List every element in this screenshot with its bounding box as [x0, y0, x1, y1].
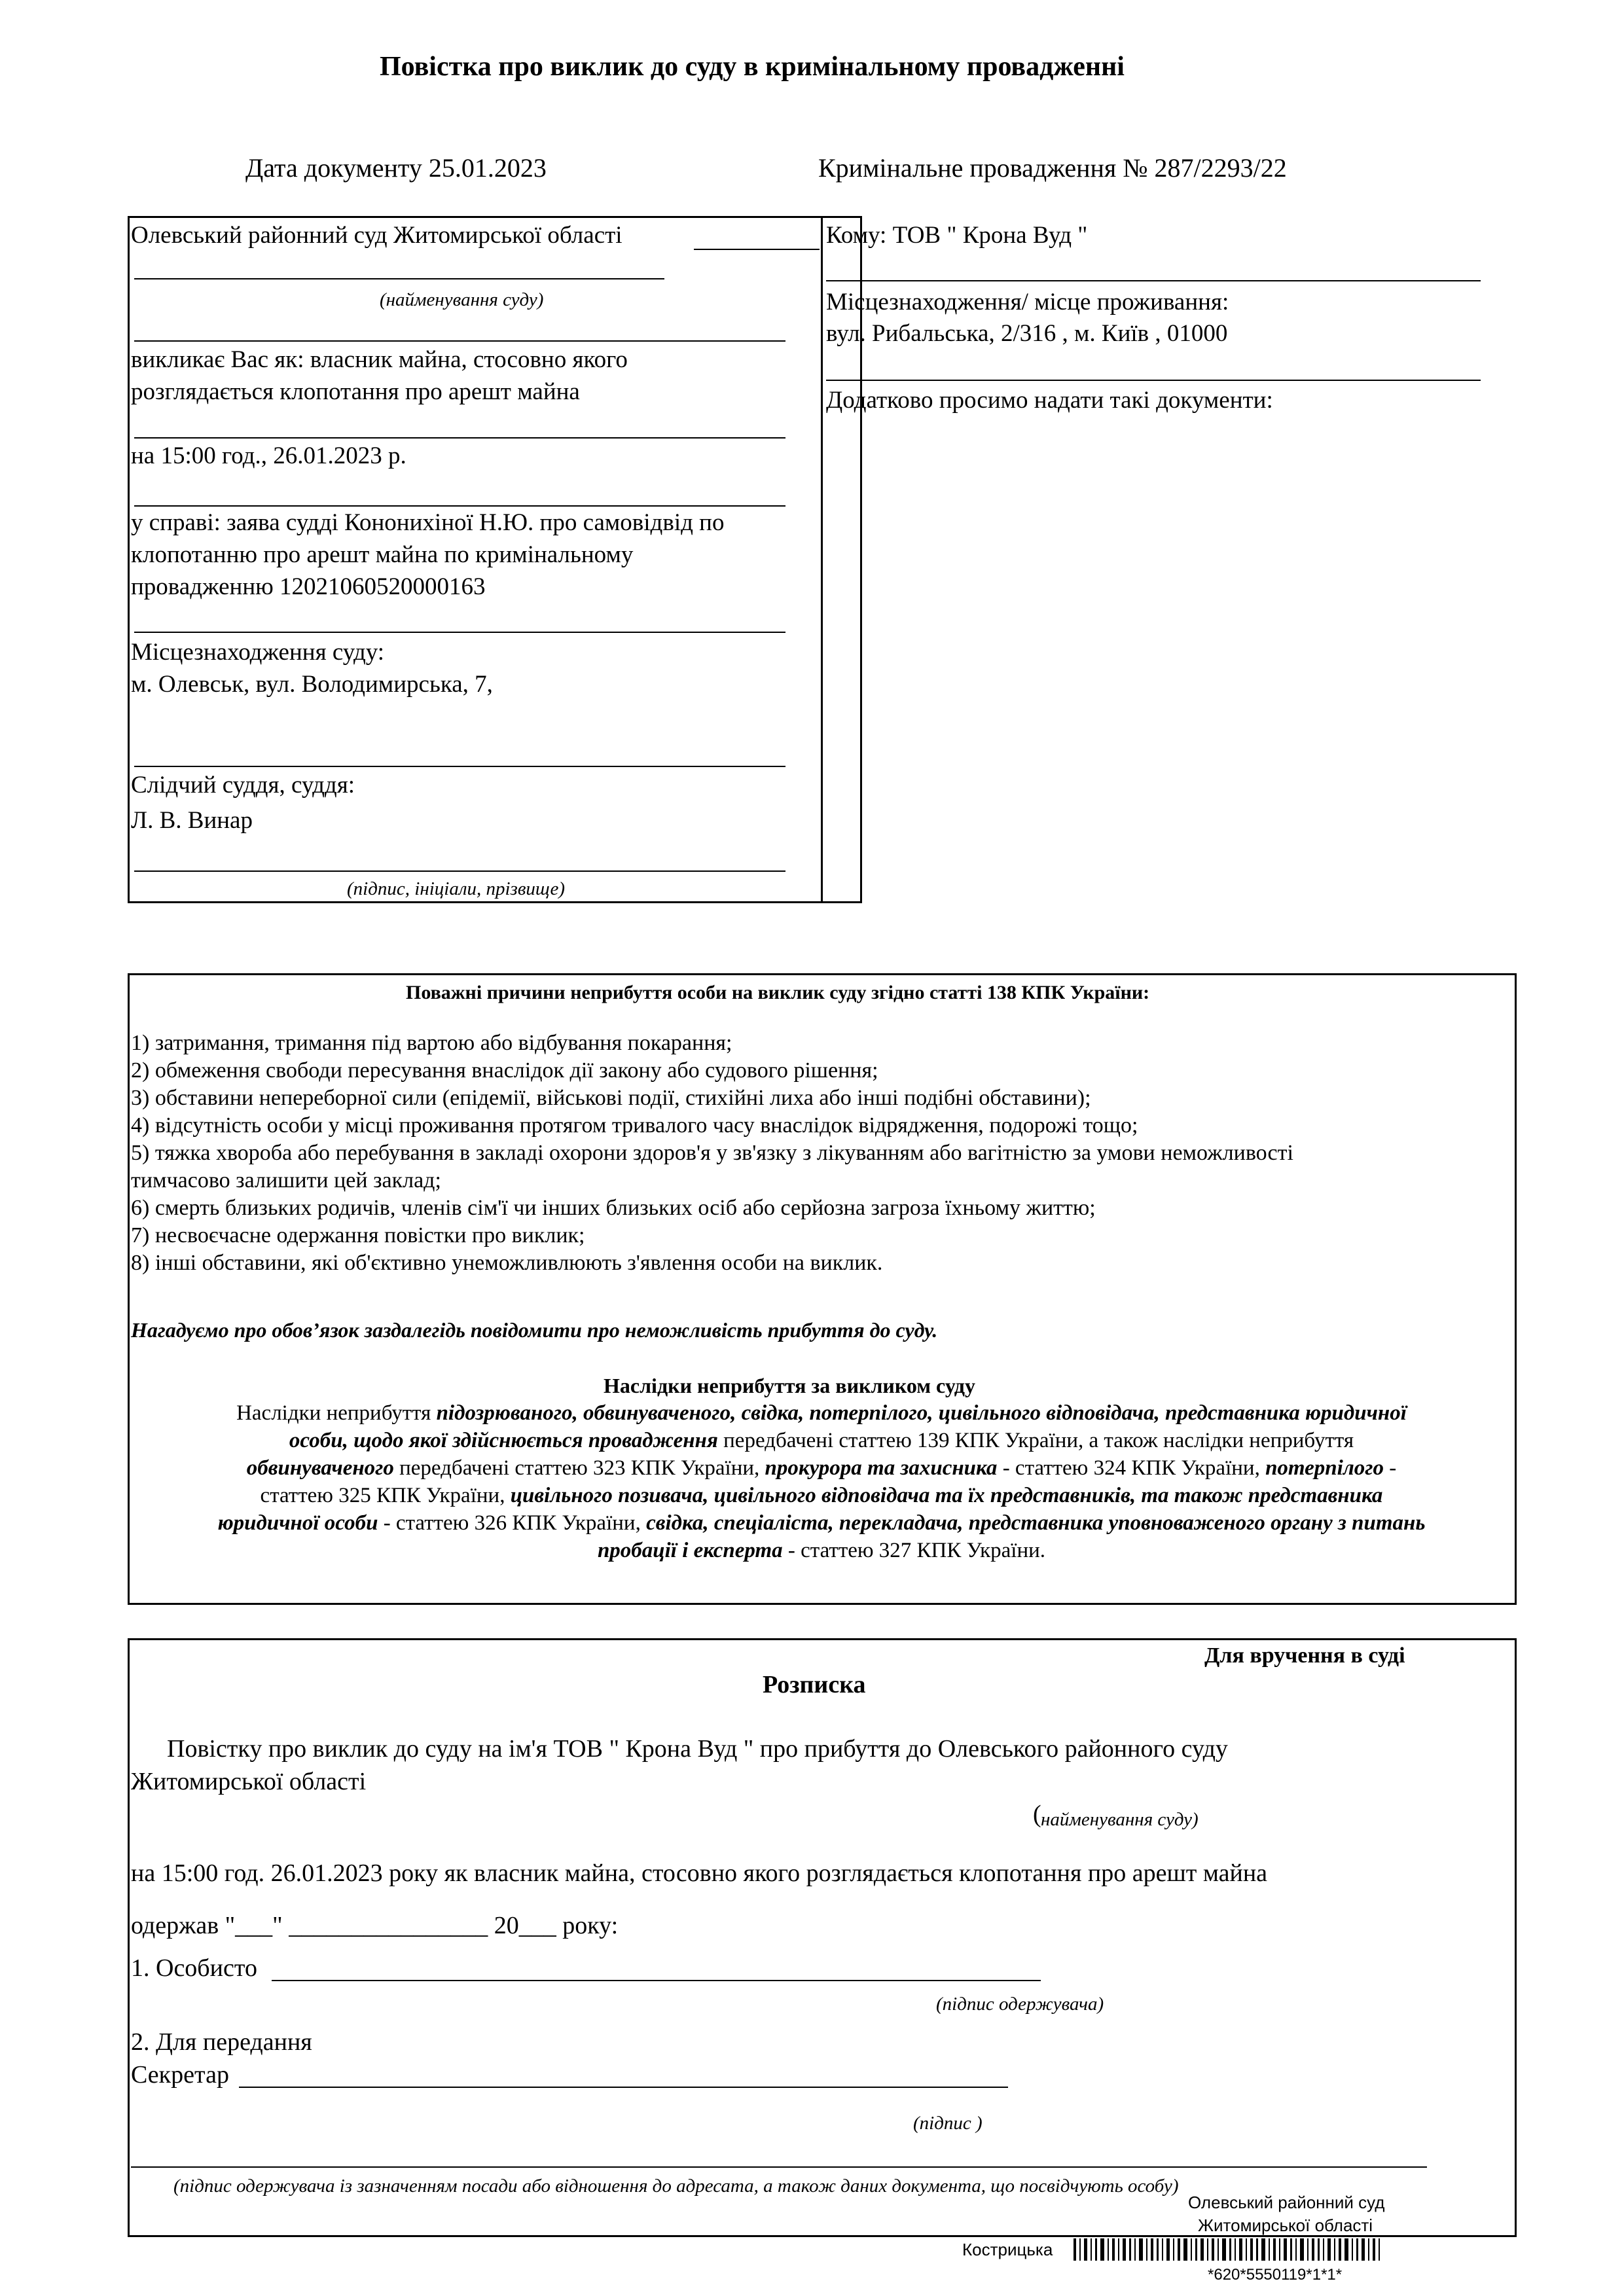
consequences-heading: Наслідки неприбуття за викликом суду — [604, 1374, 975, 1397]
consequences-text-part: Наслідки неприбуття — [236, 1401, 437, 1425]
judge-signature-line — [134, 870, 785, 872]
document-date: Дата документу 25.01.2023 — [245, 153, 547, 183]
reason-item: 5) тяжка хвороба або перебування в закладі охорони здоров'я у зв'язку з лікуванням або вагітністю за умови неможливості — [131, 1141, 1293, 1165]
stamp-region: Житомирської області — [1198, 2215, 1373, 2235]
footer-signature-line — [131, 2166, 1427, 2168]
personal-label: 1. Особисто — [131, 1954, 257, 1982]
left-divider-2 — [134, 437, 785, 439]
recipient: Кому: ТОВ " Крона Вуд " — [826, 222, 1088, 249]
case-line-3: провадженню 12021060520000163 — [131, 573, 486, 600]
receipt-title: Розписка — [763, 1671, 866, 1698]
summons-as-cont: розглядається клопотання про арешт майна — [131, 378, 580, 405]
barcode-code: *620*5550119*1*1* — [1208, 2266, 1343, 2284]
recipient-underline — [826, 280, 1481, 281]
receipt-line-2: Житомирської області — [131, 1768, 367, 1795]
consequences-text — [131, 1399, 1512, 1564]
consequences-text-part: - статтею 324 КПК України, — [997, 1456, 1266, 1480]
consequences-text-part: - — [1383, 1456, 1397, 1480]
personal-signature-line — [272, 1980, 1041, 1981]
received-date: одержав "___" ________________ 20___ року: — [131, 1912, 619, 1939]
secretary-signature-line — [239, 2087, 1008, 2088]
judge-label: Слідчий суддя, суддя: — [131, 772, 355, 798]
court-caption-paren: ( — [1033, 1801, 1041, 1828]
recipient-location-underline — [826, 380, 1481, 381]
for-court-label: Для вручення в суді — [1204, 1643, 1405, 1668]
judge-name: Л. В. Винар — [131, 807, 253, 834]
consequences-text-part: підозрюваного, обвинуваченого, свідка, потерпілого, цивільного відповідача, представника юридичної — [436, 1401, 1407, 1425]
consequences-text-part: потерпілого — [1265, 1456, 1384, 1480]
court-name-caption: (найменування суду) — [380, 289, 544, 310]
court-location-label: Місцезнаходження суду: — [131, 639, 385, 666]
consequences-text-part: - статтею 327 КПК України. — [782, 1539, 1046, 1562]
court-name-fill-line — [694, 249, 820, 250]
left-divider-3 — [134, 505, 785, 507]
consequences-text-part: пробації і експерта — [597, 1539, 783, 1562]
receipt-line-1: Повістку про виклик до суду на ім'я ТОВ " Крона Вуд " про прибуття до Олевського районного суду — [167, 1735, 1228, 1763]
reason-item: 4) відсутність особи у місці проживання протягом тривалого часу внаслідок відрядження, подорожі тощо; — [131, 1113, 1138, 1138]
receipt-line-3: на 15:00 год. 26.01.2023 року як власник майна, стосовно якого розглядається клопотання про арешт майна — [131, 1859, 1268, 1887]
judge-caption: (підпис, ініціали, прізвище) — [347, 878, 566, 899]
consequences-text-part: юридичної особи — [217, 1511, 378, 1535]
consequences-text-part: передбачені статтею 139 КПК України, а також наслідки неприбуття — [717, 1429, 1354, 1452]
sign-caption: (підпис ) — [913, 2113, 983, 2134]
reason-item: 3) обставини непереборної сили (епідемії, військові події, стихійні лиха або інші подібні обставини); — [131, 1086, 1091, 1110]
reason-item: 2) обмеження свободи пересування внаслідок дії закону або судового рішення; — [131, 1058, 878, 1083]
consequences-text-part: передбачені статтею 323 КПК України, — [393, 1456, 765, 1480]
secretary-label: Секретар — [131, 2061, 229, 2089]
reason-item: 7) несвоєчасне одержання повістки про виклик; — [131, 1223, 585, 1247]
consequences-text-part: прокурора та захисника — [765, 1456, 998, 1480]
reason-item: 1) затримання, тримання під вартою або відбування покарання; — [131, 1031, 732, 1055]
barcode — [1074, 2238, 1519, 2261]
left-divider-5 — [134, 766, 785, 767]
court-caption: найменування суду) — [1041, 1809, 1199, 1830]
consequences-text-part: статтею 325 КПК України, — [260, 1484, 511, 1507]
consequences-text-part: - статтею 326 КПК України, — [378, 1511, 647, 1535]
summons-as: викликає Вас як: власник майна, стосовно якого — [131, 346, 628, 373]
consequences-text-part: цивільного позивача, цивільного відповідача та їх представників, та також представника — [510, 1484, 1383, 1507]
left-divider-1 — [134, 340, 785, 342]
personal-caption: (підпис одержувача) — [936, 1994, 1104, 2015]
consequences-text-part: особи, щодо якої здійснюється провадження — [289, 1429, 718, 1452]
consequences-text-part: обвинуваченого — [246, 1456, 394, 1480]
recipient-location-label: Місцезнаходження/ місце проживання: — [826, 289, 1229, 315]
stamp-name: Кострицька — [962, 2240, 1053, 2259]
reason-item: 6) смерть близьких родичів, членів сім'ї чи інших близьких осіб або серйозна загроза їхньому життю; — [131, 1196, 1096, 1220]
page-title: Повістка про виклик до суду в кримінальному провадженні — [380, 52, 1125, 82]
recipient-location: вул. Рибальська, 2/316 , м. Київ , 01000 — [826, 320, 1228, 347]
case-number: Кримінальне провадження № 287/2293/22 — [818, 153, 1287, 183]
transfer-label: 2. Для передання — [131, 2028, 312, 2056]
consequences-text-part: свідка, спеціаліста, перекладача, представника уповноваженого органу з питань — [646, 1511, 1426, 1535]
reasons-heading: Поважні причини неприбуття особи на виклик суду згідно статті 138 КПК України: — [406, 982, 1150, 1003]
case-line-2: клопотанню про арешт майна по кримінальному — [131, 541, 634, 568]
stamp-court: Олевський районний суд — [1188, 2193, 1385, 2212]
left-divider-4 — [134, 632, 785, 633]
court-location: м. Олевськ, вул. Володимирська, 7, — [131, 671, 493, 698]
additional-documents-label: Додатково просимо надати такі документи: — [826, 387, 1273, 414]
reason-item: тимчасово залишити цей заклад; — [131, 1168, 441, 1193]
reason-item: 8) інші обставини, які об'єктивно унеможливлюють з'явлення особи на виклик. — [131, 1251, 883, 1275]
case-line-1: у справі: заява судді Кононихіної Н.Ю. про самовідвід по — [131, 509, 725, 536]
court-name-underline — [134, 278, 664, 279]
court-name: Олевський районний суд Житомирської області — [131, 222, 623, 249]
reminder: Нагадуємо про обов’язок заздалегідь повідомити про неможливість прибуття до суду. — [131, 1318, 938, 1342]
footer-caption: (підпис одержувача із зазначенням посади або відношення до адресата, а також даних документа, що посвідчують особу) — [173, 2176, 1179, 2197]
hearing-time: на 15:00 год., 26.01.2023 р. — [131, 442, 406, 469]
column-divider — [821, 216, 823, 903]
